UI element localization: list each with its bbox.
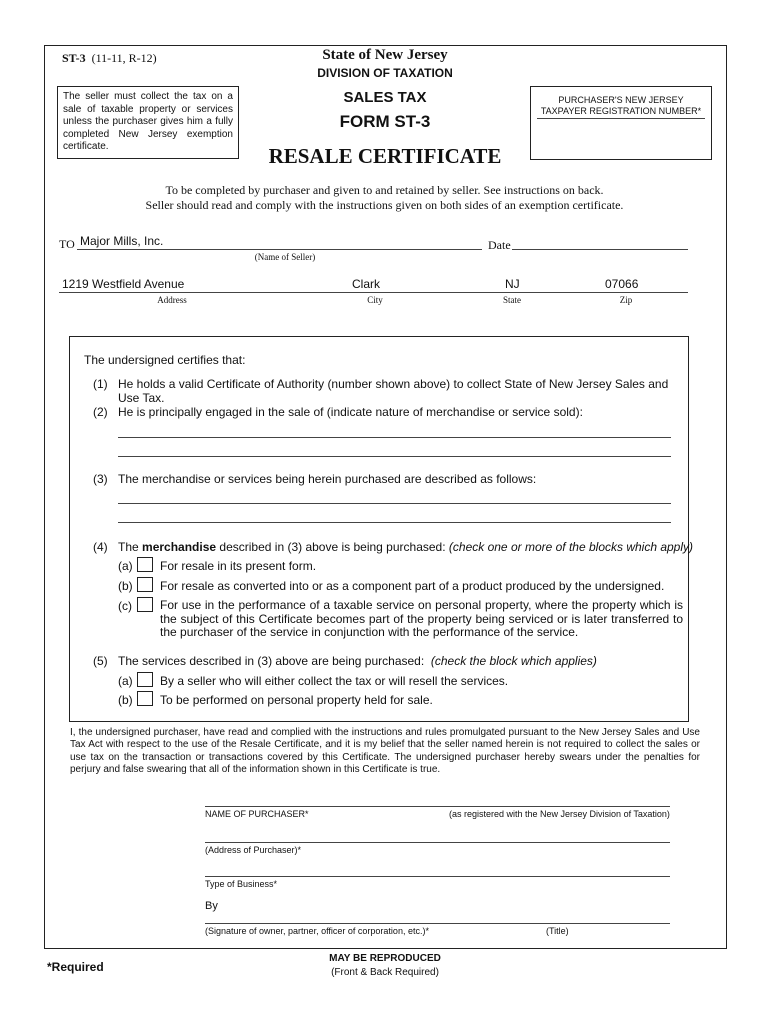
item-1-text: He holds a valid Certificate of Authority (number shown above) to collect State of New Jersey Sales and Use Tax. — [118, 377, 669, 405]
item-5-pre: The services described in (3) above are being purchased: — [118, 654, 425, 668]
item-4c-checkbox[interactable] — [137, 597, 153, 612]
address-caption: Address — [157, 295, 187, 305]
item-5b-label: (b) — [118, 693, 133, 707]
date-line[interactable] — [512, 249, 688, 250]
seller-name-line — [77, 249, 482, 250]
title-label: (Title) — [546, 926, 569, 936]
item-4-mid: described in (3) above is being purchased: — [219, 540, 446, 554]
item-5a-text: By a seller who will either collect the tax or will resell the services. — [160, 674, 509, 688]
purchaser-name-label: NAME OF PURCHASER* — [205, 809, 309, 819]
item-4-text — [118, 540, 693, 554]
form-code: ST-3 — [62, 51, 86, 65]
item-4-number: (4) — [93, 540, 108, 554]
purchaser-name-line[interactable] — [205, 806, 670, 807]
seller-zip[interactable]: 07066 — [605, 277, 639, 291]
purchaser-address-label: (Address of Purchaser)* — [205, 845, 302, 855]
form-name: FORM ST-3 — [339, 112, 431, 131]
item-1-number: (1) — [93, 377, 108, 391]
item-2-text: He is principally engaged in the sale of (indicate nature of merchandise or service sold): — [118, 405, 583, 419]
city-caption: City — [367, 295, 383, 305]
state-caption: State — [503, 295, 521, 305]
item-3-line-2[interactable] — [118, 522, 671, 523]
item-5b-text: To be performed on personal property held for sale. — [160, 693, 433, 707]
item-2-line-2[interactable] — [118, 456, 671, 457]
item-4a-checkbox[interactable] — [137, 557, 153, 572]
item-4b-label: (b) — [118, 579, 133, 593]
item-5a-checkbox[interactable] — [137, 672, 153, 687]
purchaser-address-line[interactable] — [205, 842, 670, 843]
seller-address[interactable]: 1219 Westfield Avenue — [62, 277, 185, 291]
signature-line[interactable] — [205, 923, 670, 924]
page-title: RESALE CERTIFICATE — [268, 144, 502, 168]
instructions-line-1: To be completed by purchaser and given to and retained by seller. See instructions on back. — [165, 183, 604, 197]
item-3-line-1[interactable] — [118, 503, 671, 504]
item-5b-checkbox[interactable] — [137, 691, 153, 706]
address-line — [59, 292, 688, 293]
registration-label-2: TAXPAYER REGISTRATION NUMBER* — [540, 106, 702, 116]
by-label: By — [205, 900, 218, 912]
item-4b-checkbox[interactable] — [137, 577, 153, 592]
registration-label-1: PURCHASER'S NEW JERSEY — [558, 95, 684, 105]
item-2-line-1[interactable] — [118, 437, 671, 438]
item-2-number: (2) — [93, 405, 108, 419]
signature-label: (Signature of owner, partner, officer of corporation, etc.)* — [205, 926, 429, 936]
form-code-line — [62, 51, 157, 66]
zip-caption: Zip — [619, 295, 633, 305]
item-4c-label: (c) — [118, 599, 132, 613]
seller-name-caption: (Name of Seller) — [254, 252, 316, 262]
front-back-required: (Front & Back Required) — [331, 967, 439, 978]
business-type-line[interactable] — [205, 876, 670, 877]
registered-label: (as registered with the New Jersey Division of Taxation) — [449, 809, 670, 819]
item-4-pre: The — [118, 540, 139, 554]
instructions-line-2: Seller should read and comply with the instructions given on both sides of an exemption certificate. — [145, 198, 624, 212]
item-5a-label: (a) — [118, 674, 133, 688]
division-name: DIVISION OF TAXATION — [317, 66, 453, 80]
item-4-italic: (check one or more of the blocks which apply) — [448, 540, 694, 554]
item-4a-label: (a) — [118, 559, 133, 573]
seller-notice-box — [57, 86, 239, 159]
form-revision: (11-11, R-12) — [91, 51, 157, 65]
date-label: Date — [488, 238, 511, 252]
item-4-bold: merchandise — [142, 540, 217, 554]
declaration-text: I, the undersigned purchaser, have read and complied with the instructions and rules promulgated pursuant to the New Jersey Sales and Use Tax Act with respect to the use of the Resale Certificate, and it is my belief that the seller named herein is not required to collect the sales or use tax on the transaction or transactions covered by this Certificate. The undersigned purchaser hereby swears under the penalties for perjury and false swearing that all of the information shown in this Certificate is true. — [70, 727, 700, 776]
item-4a-text: For resale in its present form. — [160, 559, 317, 573]
seller-city[interactable]: Clark — [352, 277, 381, 291]
seller-name[interactable]: Major Mills, Inc. — [80, 234, 164, 248]
to-label: TO — [59, 237, 75, 251]
item-3-text: The merchandise or services being herein purchased are described as follows: — [118, 472, 537, 486]
item-4b-text: For resale as converted into or as a component part of a product produced by the undersigned. — [160, 579, 665, 593]
seller-notice-text: The seller must collect the tax on a sale of taxable property or services unless the purchaser gives him a fully completed New Jersey exemption certificate. — [63, 91, 233, 152]
may-be-reproduced: MAY BE REPRODUCED — [329, 953, 441, 964]
certify-intro: The undersigned certifies that: — [84, 353, 246, 367]
state-name: State of New Jersey — [322, 47, 448, 63]
item-5-text — [118, 654, 597, 668]
item-5-number: (5) — [93, 654, 108, 668]
item-5-italic: (check the block which applies) — [430, 654, 597, 668]
sales-tax-heading: SALES TAX — [343, 89, 427, 106]
required-note: *Required — [47, 960, 104, 974]
item-4c-text: For use in the performance of a taxable service on personal property, where the property which is the subject of this Certificate becomes part of the property being serviced or is later transferred to the purchaser of the service in conjunction with the performance of the service. — [160, 598, 683, 639]
seller-state[interactable]: NJ — [505, 277, 520, 291]
registration-number-box[interactable] — [530, 86, 712, 160]
business-type-label: Type of Business* — [205, 879, 278, 889]
item-3-number: (3) — [93, 472, 108, 486]
registration-underline — [537, 118, 705, 119]
